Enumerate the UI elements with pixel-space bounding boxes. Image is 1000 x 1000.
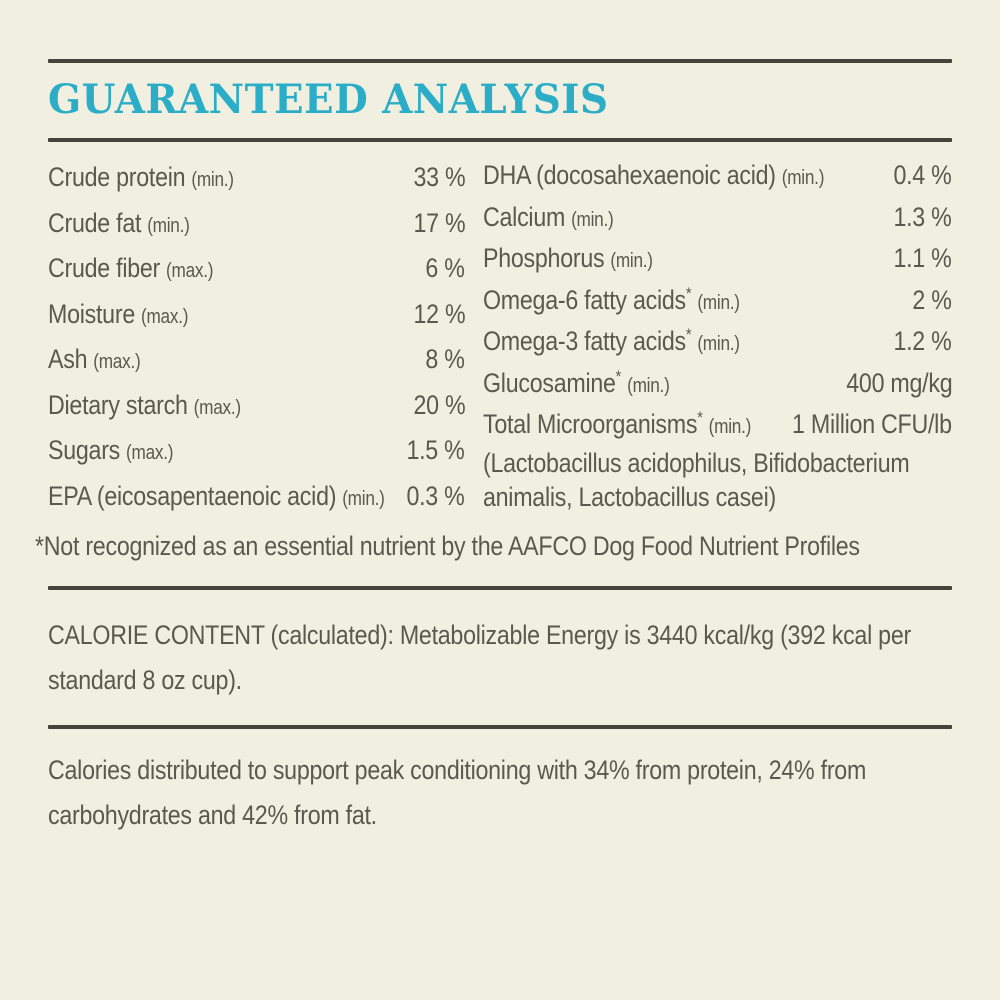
calorie-distribution-paragraph — [48, 748, 952, 838]
asterisk: * — [685, 325, 692, 344]
nutrient-column-right — [483, 155, 952, 519]
note-line: animalis, Lactobacillus casei) — [483, 481, 776, 512]
table-row — [483, 197, 952, 239]
nutrient-value: 12 % — [413, 298, 465, 329]
table-row — [483, 404, 952, 446]
calorie-distribution-line: Calories distributed to support peak conditioning with 34% from protein, 24% from — [48, 755, 867, 785]
aafco-footnote — [35, 529, 952, 563]
nutrient-qualifier: (min.) — [571, 208, 614, 231]
nutrient-name: Ash — [48, 344, 88, 374]
asterisk: * — [685, 283, 692, 303]
table-row — [48, 337, 465, 383]
calorie-content-line: CALORIE CONTENT (calculated): Metabolizable Energy is 3440 kcal/kg (392 kcal per — [48, 620, 911, 650]
nutrient-qualifier: (max.) — [193, 396, 241, 419]
nutrient-column-left — [48, 155, 465, 519]
nutrient-grid — [48, 155, 952, 519]
asterisk: * — [697, 408, 703, 427]
table-row — [48, 292, 465, 338]
nutrient-value: 33 % — [413, 162, 465, 192]
divider-rule — [48, 725, 952, 729]
nutrient-name: Total Microorganisms — [483, 409, 698, 439]
table-row — [48, 246, 465, 292]
table-row — [483, 155, 952, 197]
nutrient-value: 1.2 % — [893, 326, 952, 356]
nutrient-name: Dietary starch — [48, 389, 188, 420]
table-row — [483, 238, 952, 280]
nutrient-value: 6 % — [425, 253, 465, 283]
nutrient-value: 1.3 % — [893, 201, 952, 232]
calorie-content-line: standard 8 oz cup). — [48, 665, 242, 695]
nutrient-name: Glucosamine — [483, 367, 616, 398]
nutrient-name: DHA (docosahexaenoic acid) — [483, 160, 776, 190]
nutrient-name: Crude fiber — [48, 253, 161, 283]
nutrient-qualifier: (max.) — [93, 351, 141, 373]
nutrient-name: Omega-3 fatty acids — [483, 326, 686, 356]
nutrient-value: 1.1 % — [893, 243, 952, 273]
nutrient-value: 17 % — [413, 207, 465, 238]
nutrient-qualifier: (min.) — [627, 374, 670, 397]
nutrient-qualifier: (min.) — [191, 169, 234, 191]
nutrient-name: Sugars — [48, 435, 121, 465]
table-row — [48, 474, 465, 520]
calorie-distribution-line: carbohydrates and 42% from fat. — [48, 800, 377, 830]
page-title: GUARANTEED ANALYSIS — [48, 76, 609, 123]
nutrient-name: EPA (eicosapentaenoic acid) — [48, 480, 337, 511]
nutrient-qualifier: (max.) — [126, 442, 174, 464]
table-row — [48, 155, 465, 201]
nutrient-name: Phosphorus — [483, 243, 605, 273]
nutrient-qualifier: (min.) — [697, 291, 740, 314]
top-rule — [48, 59, 952, 63]
nutrient-qualifier: (min.) — [147, 214, 190, 237]
nutrient-qualifier: (max.) — [141, 305, 189, 328]
nutrient-value: 400 mg/kg — [845, 367, 952, 398]
note-line: (Lactobacillus acidophilus, Bifidobacterium — [483, 447, 910, 478]
title-rule — [48, 138, 952, 142]
table-row — [48, 428, 465, 474]
nutrient-name: Calcium — [483, 201, 566, 232]
nutrient-value: 20 % — [413, 389, 465, 420]
nutrient-name: Moisture — [48, 298, 135, 329]
microorganisms-species-note — [483, 446, 952, 514]
asterisk: * — [615, 366, 622, 386]
footnote-text: *Not recognized as an essential nutrient by the AAFCO Dog Food Nutrient Profiles — [35, 531, 860, 561]
table-row — [48, 201, 465, 247]
nutrient-value: 0.4 % — [893, 160, 952, 190]
table-row — [483, 363, 952, 405]
nutrient-value: 8 % — [425, 344, 465, 374]
nutrient-qualifier: (min.) — [342, 487, 385, 510]
table-row — [483, 280, 952, 322]
nutrient-qualifier: (min.) — [708, 416, 752, 438]
nutrient-qualifier: (max.) — [166, 260, 214, 282]
nutrient-name: Omega-6 fatty acids — [483, 284, 686, 315]
nutrient-value: 0.3 % — [406, 480, 465, 511]
nutrient-value: 1 Million CFU/lb — [792, 409, 952, 439]
nutrient-name: Crude fat — [48, 207, 142, 238]
table-row — [48, 383, 465, 429]
nutrient-value: 2 % — [912, 284, 952, 315]
nutrient-name: Crude protein — [48, 162, 186, 192]
table-row — [483, 321, 952, 363]
nutrient-qualifier: (min.) — [781, 167, 825, 189]
nutrient-value: 1.5 % — [406, 435, 465, 465]
calorie-content-paragraph — [48, 613, 952, 703]
nutrient-qualifier: (min.) — [610, 250, 653, 272]
nutrient-qualifier: (min.) — [697, 333, 740, 355]
divider-rule — [48, 586, 952, 590]
